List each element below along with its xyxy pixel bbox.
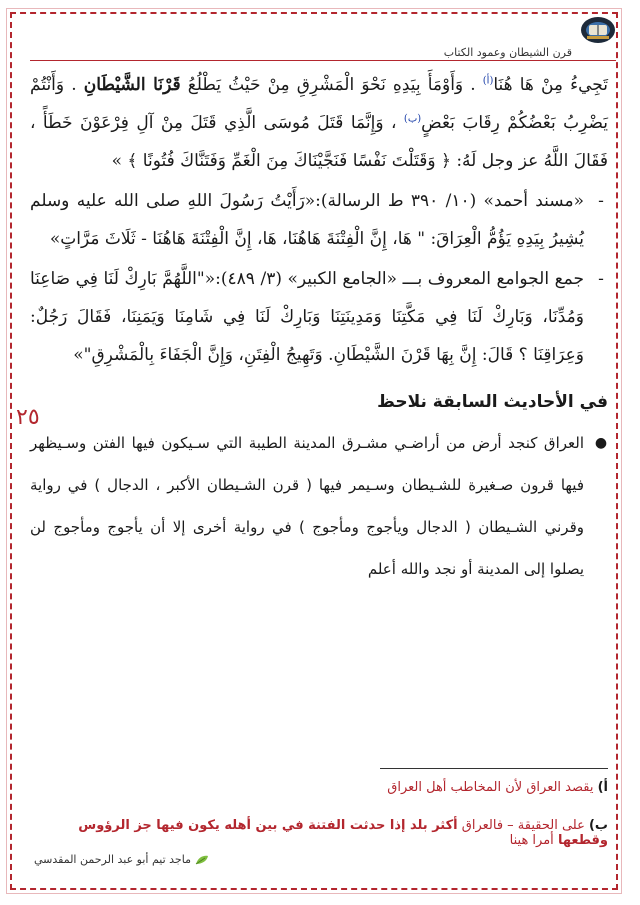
list-item-text: «مسند أحمد» (١٠/ ٣٩٠ ط الرسالة):«رَأَيْتُ رَسُولَ اللهِ صلى الله عليه وسلم يُشِيرُ بِيَدِهِ يَؤُمُّ الْعِرَاقَ: " هَا، إِنَّ الْفِتْنَةَ هَاهُنَا، هَا، إِنَّ الْفِتْنَةَ هَاهُنَا - ثَلَاثَ مَرَّاتٍ» [30,191,584,249]
leaf-icon [195,855,209,865]
bullet-dot-icon: ● [594,435,608,451]
footnote-ref-a[interactable]: (أ) [482,75,494,87]
bold-phrase: قَرْنَا الشَّيْطَانِ [83,75,181,95]
header-divider [30,60,616,61]
paragraph-text: تَجِيءُ مِنْ هَا هُنَا [493,75,609,95]
footnote-bold: أكثر بلد إذا حدثت الفتنة في بين أهله يكون فيها جز الرؤوس وقطعها [78,818,608,848]
paragraph-text: . وَأَنْتُمْ يَضْرِبُ بَعْضُكُمْ رِقَابَ بَعْضٍ [30,75,608,133]
paragraph-text: ، وَإِنَّمَا قَتَلَ مُوسَى الَّذِي قَتَلَ مِنْ آلِ فِرْعَوْنَ خَطَأً ، فَقَالَ اللَّهُ عز وجل لَهُ: ﴿ وَقَتَلْتَ نَفْسًا فَنَجَّيْنَاكَ مِنَ الْغَمِّ وَفَتَنَّاكَ فُتُونًا ﴾ » [30,113,608,171]
footnote-text: على الحقيقة – فالعراق [457,818,589,833]
paragraph-text: . وَأَوْمَأَ بِيَدِهِ نَحْوَ الْمَشْرِقِ مِنْ حَيْثُ يَطْلُعُ [180,75,483,95]
main-content [30,66,608,590]
list-item [30,422,608,590]
list-item [30,182,608,258]
section-heading: في الأحاديث السابقة نلاحظ [377,392,608,412]
list-item [30,260,608,374]
author-signature [34,853,209,866]
page-number: ٢٥ [16,405,40,430]
footnote-text: أمرا هينا [509,833,558,848]
list-item-text: جمع الجوامع المعروف بـــ «الجامع الكبير» (٣/ ٤٨٩):«"اللَّهُمَّ بَارِكْ لَنَا فِي صَاعِنَا وَمُدِّنَا، وَبَارِكْ لَنَا فِي مَكَّتِنَا وَمَدِينَتِنَا وَبَارِكْ لَنَا فِي شَامِنَا وَيَمَنِنَا، فَقَالَ رَجُلٌ: وَعِرَاقِنَا ؟ قَالَ: إِنَّ بِهَا قَرْنَ الشَّيْطَانِ. وَتَهِيجُ الْفِتَنِ، وَإِنَّ الْجَفَاءَ بِالْمَشْرِقِ"» [30,269,584,365]
hadith-paragraph [30,66,608,180]
footnote-b [30,818,608,848]
footnote-ref-b[interactable]: (ب) [403,113,422,125]
footnote-text: يقصد العراق لأن المخاطب أهل العراق [387,780,598,795]
footnote-divider [380,768,608,769]
dash-marker: - [598,269,604,289]
page-header [0,0,640,60]
author-name: ماجد تيم أبو عبد الرحمن المقدسي [34,853,191,866]
footnote-label: ب) [588,818,608,833]
book-logo-icon [580,14,616,46]
dash-marker: - [598,191,604,211]
list-item-text: العراق كنجد أرض من أراضـي مشـرق المدينة الطيبة التي سـيكون فيها الفتن وسـيظهر فيها قرون صـغيرة للشـيطان وسـيمر فيها ( قرن الشـيطان الأكبر ، الدجال ) في رواية وقرني الشـيطان ( الدجال ويأجوج ومأجوج ) في رواية أخرى إلا أن يأجوج ومأجوج لن يصلوا إلى المدينة أو نجد والله أعلم [30,434,584,578]
footnote-label: أ) [597,780,608,795]
header-title: قرن الشيطان وعمود الكتاب [443,46,572,59]
footnote-a [30,780,608,795]
